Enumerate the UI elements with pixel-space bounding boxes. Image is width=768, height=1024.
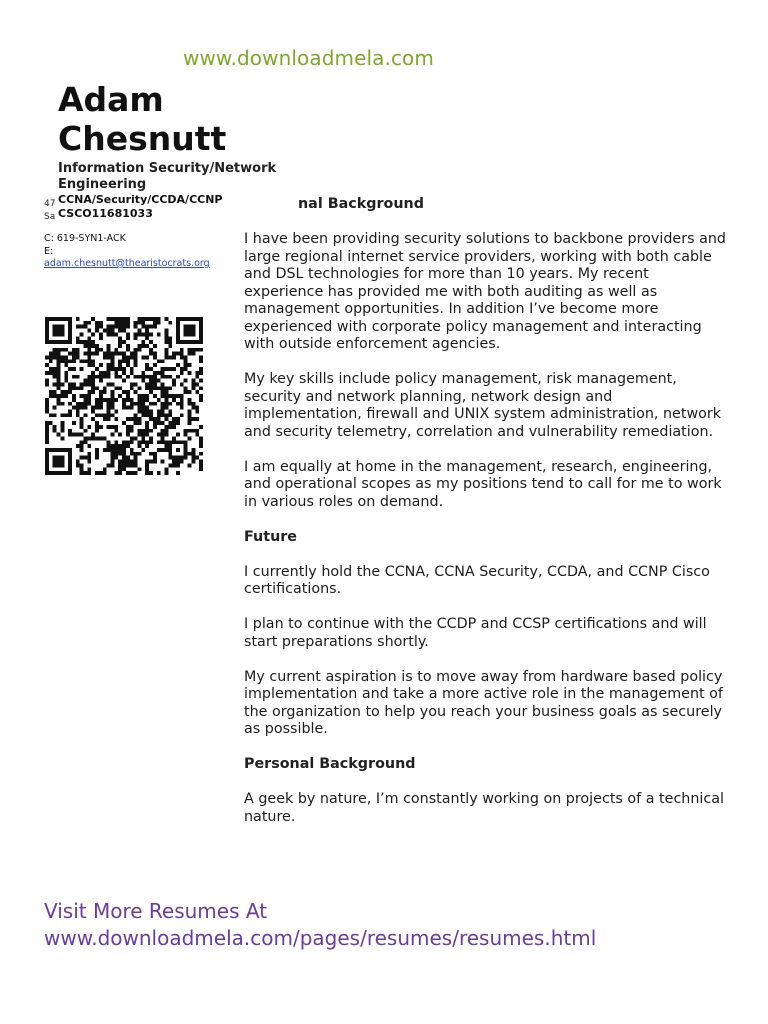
paragraph: I have been providing security solutions to backbone providers and large regional internet service providers, working with both cable and DSL technologies for more than 10 years. My recent experience has provided me with both auditing as well as management opportunities. In addition I’ve become more experienced with corporate policy management and interacting with outside enforcement agencies. xyxy=(244,231,726,352)
paragraph: A geek by nature, I’m constantly working on projects of a technical nature. xyxy=(244,791,724,825)
section-heading: Personal Background xyxy=(244,756,416,772)
address-line-1: 47 xyxy=(44,199,56,209)
paragraph: My current aspiration is to move away from hardware based policy implementation and take a more active role in the management of the organization to help you reach your business goals as securely as possible. xyxy=(244,668,723,737)
section-heading: nal Background xyxy=(298,196,424,212)
paragraph: I plan to continue with the CCDP and CCSP certifications and will start preparations shortly. xyxy=(244,616,707,650)
address-line-2: Sa xyxy=(44,212,56,222)
qr-code-icon xyxy=(44,317,204,475)
job-title: Information Security/Network Engineering xyxy=(58,161,277,192)
candidate-name xyxy=(58,80,226,158)
footer-link[interactable] xyxy=(44,898,596,952)
section-future xyxy=(244,529,726,757)
certification-block xyxy=(58,193,222,221)
site-link[interactable]: www.downloadmela.com xyxy=(183,46,434,70)
email-label: E: xyxy=(44,245,54,257)
section-personal xyxy=(244,756,726,826)
contact-block xyxy=(44,233,210,271)
resume-body xyxy=(244,196,726,826)
last-name: Chesnutt xyxy=(58,119,227,158)
section-professional xyxy=(244,196,726,529)
cell-phone: C: 619-SYN1-ACK xyxy=(44,233,126,244)
paragraph: I am equally at home in the management, research, engineering, and operational scopes as my positions tend to call for me to work in various roles on demand. xyxy=(244,458,722,510)
address-block xyxy=(44,198,55,224)
cert-line: CCNA/Security/CCDA/CCNP xyxy=(58,193,223,206)
first-name: Adam xyxy=(58,80,164,119)
cert-id: CSCO11681033 xyxy=(58,207,153,220)
section-heading: Future xyxy=(244,528,297,545)
footer-line-1: Visit More Resumes At xyxy=(44,899,268,923)
paragraph: I currently hold the CCNA, CCNA Security, CCDA, and CCNP Cisco certifications. xyxy=(244,563,710,597)
footer-line-2[interactable]: www.downloadmela.com/pages/resumes/resumes.html xyxy=(44,926,597,950)
paragraph: My key skills include policy management, risk management, security and network planning, network design and implementation, firewall and UNIX system administration, network and security telemetry, correlation and vulnerability remediation. xyxy=(244,371,722,440)
email-link[interactable]: adam.chesnutt@thearistocrats.org xyxy=(44,258,210,269)
